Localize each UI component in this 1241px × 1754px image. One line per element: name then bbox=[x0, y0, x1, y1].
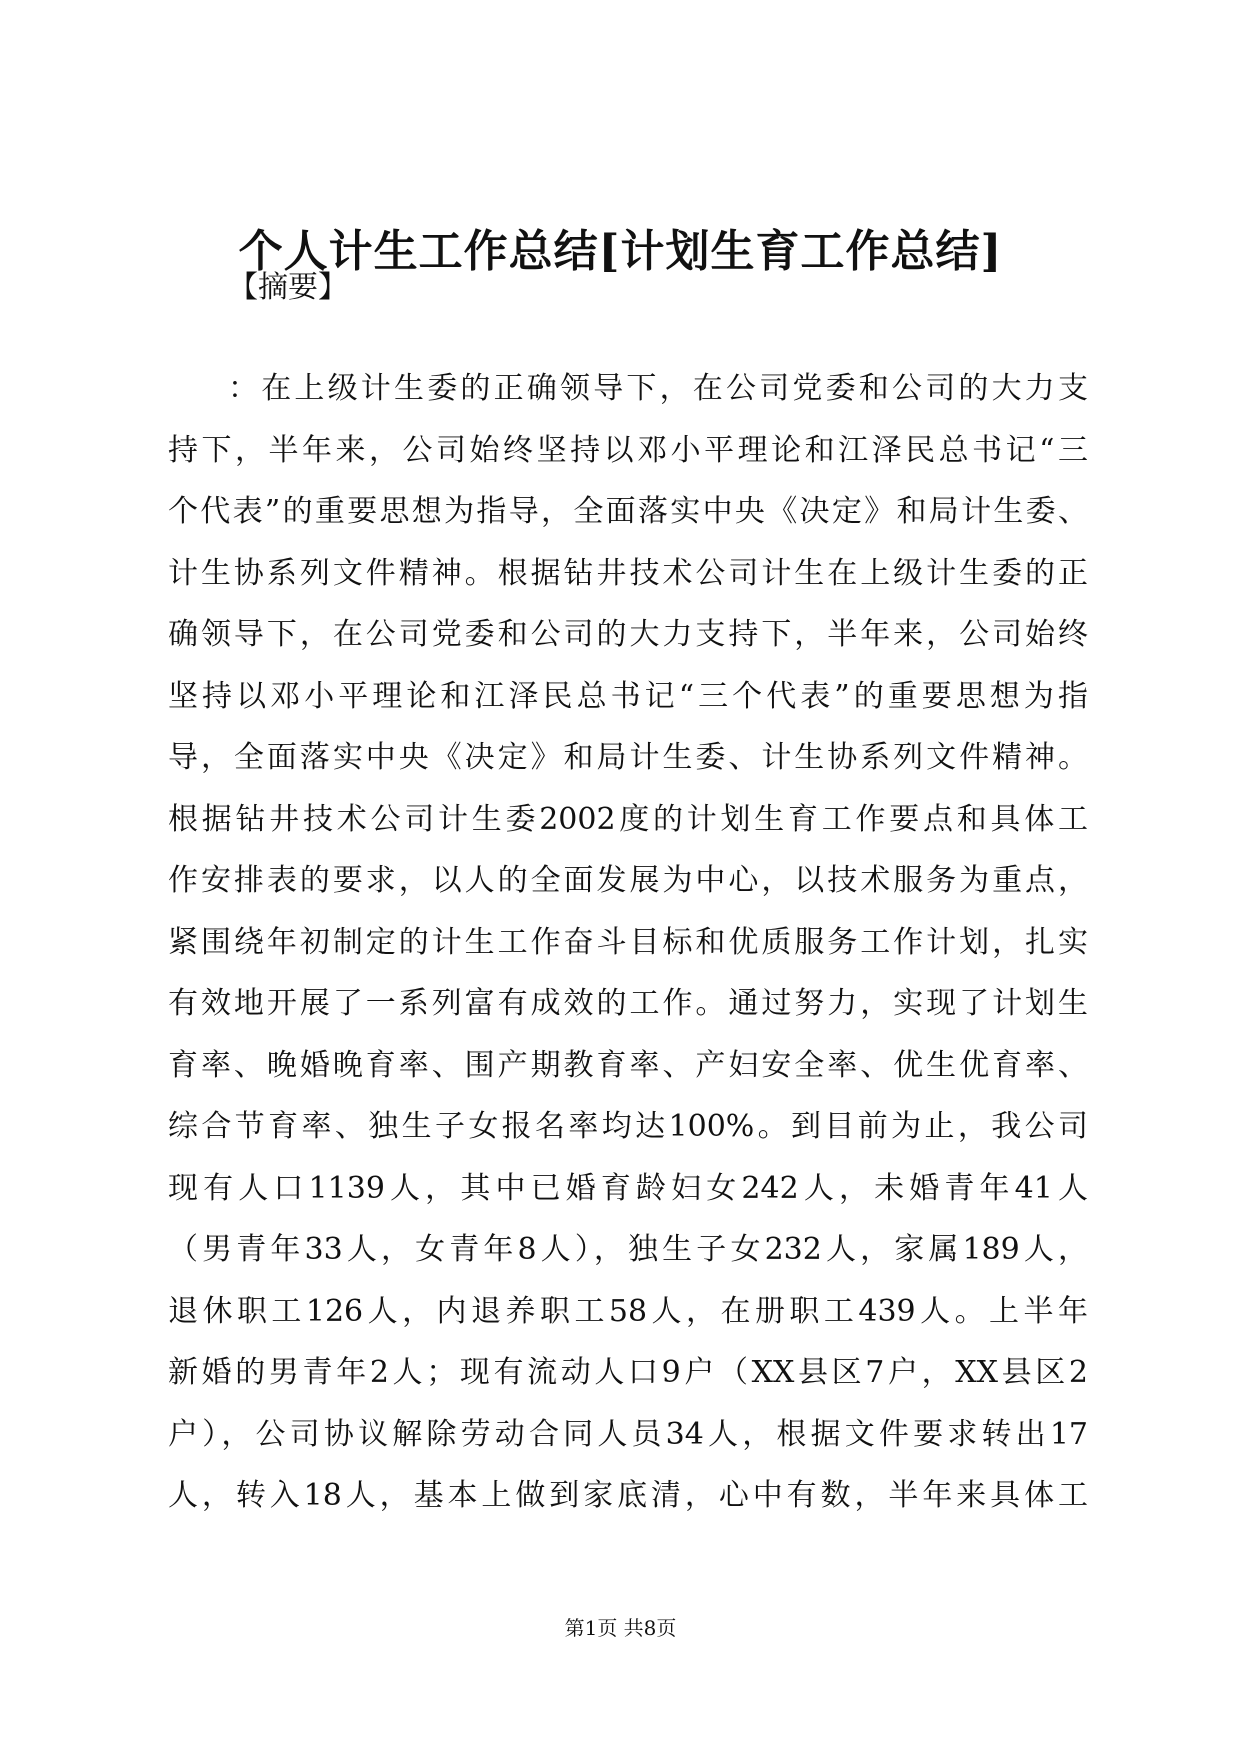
body-line: 作安排表的要求，以人的全面发展为中心，以技术服务为重点， bbox=[168, 863, 1088, 898]
page-footer: 第1页 共8页 bbox=[564, 1616, 677, 1640]
body-line: 户），公司协议解除劳动合同人员34人，根据文件要求转出17 bbox=[168, 1416, 1088, 1452]
body-line: 个代表”的重要思想为指导，全面落实中央《决定》和局计生委、 bbox=[168, 494, 1088, 529]
body-line: 育率、晚婚晚育率、围产期教育率、产妇安全率、优生优育率、 bbox=[168, 1047, 1088, 1083]
abstract-label: 【摘要】 bbox=[228, 270, 348, 305]
body-line: 人，转入18人，基本上做到家底清，心中有数，半年来具体工 bbox=[168, 1478, 1088, 1513]
body-line: 综合节育率、独生子女报名率均达100%。到目前为止，我公司 bbox=[168, 1109, 1088, 1144]
body-line: 现有人口1139人，其中已婚育龄妇女242人，未婚青年41人 bbox=[168, 1170, 1088, 1206]
body-line: 退休职工126人，内退养职工58人，在册职工439人。上半年 bbox=[168, 1293, 1088, 1329]
body-line: 持下，半年来，公司始终坚持以邓小平理论和江泽民总书记“三 bbox=[168, 432, 1088, 468]
body-line: 导，全面落实中央《决定》和局计生委、计生协系列文件精神。 bbox=[168, 740, 1088, 775]
body-line: 确领导下，在公司党委和公司的大力支持下，半年来，公司始终 bbox=[168, 617, 1088, 652]
body-line: 新婚的男青年2人；现有流动人口9户（XX县区7户，XX县区2 bbox=[168, 1355, 1088, 1390]
body-line: 有效地开展了一系列富有成效的工作。通过努力，实现了计划生 bbox=[168, 986, 1088, 1021]
body-line: 坚持以邓小平理论和江泽民总书记“三个代表”的重要思想为指 bbox=[168, 678, 1088, 714]
body-line: 根据钻井技术公司计生委2002度的计划生育工作要点和具体工 bbox=[168, 801, 1088, 837]
body-line: ：在上级计生委的正确领导下，在公司党委和公司的大力支 bbox=[228, 371, 1088, 406]
body-text bbox=[168, 358, 1088, 1527]
document-title: 个人计生工作总结[计划生育工作总结] bbox=[238, 226, 1003, 277]
body-line: （男青年33人，女青年8人），独生子女232人，家属189人， bbox=[168, 1232, 1088, 1267]
body-line: 计生协系列文件精神。根据钻井技术公司计生在上级计生委的正 bbox=[168, 555, 1088, 591]
body-line: 紧围绕年初制定的计生工作奋斗目标和优质服务工作计划，扎实 bbox=[168, 924, 1088, 960]
